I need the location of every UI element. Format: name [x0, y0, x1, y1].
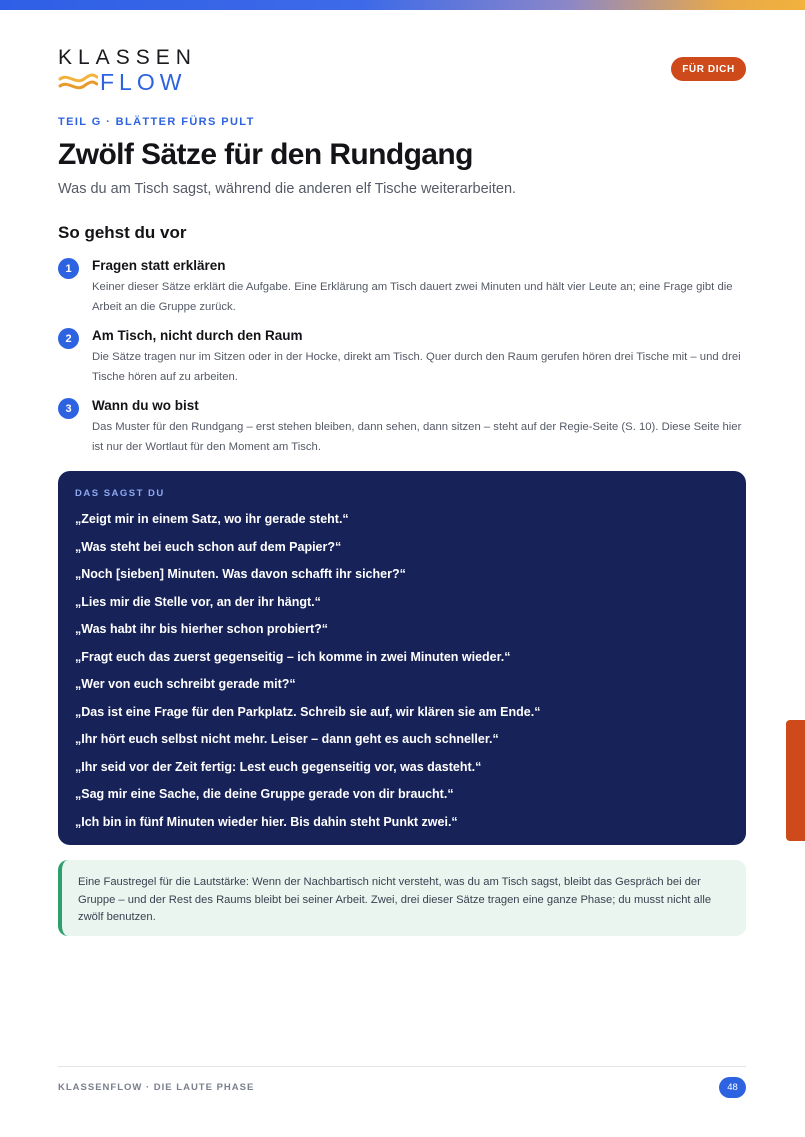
phrases-label: DAS SAGST DU	[75, 488, 165, 499]
step-3	[58, 398, 748, 460]
page-number: 48	[719, 1077, 746, 1098]
footer-label: KLASSENFLOW · DIE LAUTE PHASE	[58, 1082, 255, 1093]
phrase-item: „Ihr seid vor der Zeit fertig: Lest euch gegenseitig vor, was dasteht.“	[75, 759, 482, 774]
wave-icon	[58, 71, 98, 93]
logo-wordmark-top: KLASSEN	[58, 46, 197, 69]
phrase-item: „Noch [sieben] Minuten. Was davon schafft ihr sicher?“	[75, 567, 406, 581]
phrase-item: „Ich bin in fünf Minuten wieder hier. Bis dahin steht Punkt zwei.“	[75, 814, 458, 829]
page-subtitle: Was du am Tisch sagst, während die anderen elf Tische weiterarbeiten.	[58, 181, 517, 197]
step-body: Das Muster für den Rundgang – erst stehen bleiben, dann sehen, dann sitzen – steht auf der Regie-Seite (S. 10). Diese Seite hier ist nur der Wortlaut für den Moment am Tisch.	[92, 421, 742, 453]
step-title: Wann du wo bist	[92, 398, 199, 413]
page-title: Zwölf Sätze für den Rundgang	[58, 138, 473, 171]
klassenflow-logo	[58, 46, 197, 96]
phrase-item: „Fragt euch das zuerst gegenseitig – ich komme in zwei Minuten wieder.“	[75, 649, 511, 664]
tip-text: Eine Faustregel für die Lautstärke: Wenn der Nachbartisch nicht versteht, was du am Tisch sagst, bleibt das Gespräch bei der Gruppe – und der Rest des Raums bleibt bei seiner Arbeit. Zwei, drei dieser Sätze tragen eine ganze Phase; du musst nicht alle zwölf benutzen.	[78, 876, 712, 923]
audience-badge: FÜR DICH	[671, 57, 746, 81]
step-2	[58, 328, 748, 390]
step-number-badge: 3	[58, 398, 79, 419]
step-body: Die Sätze tragen nur im Sitzen oder in der Hocke, direkt am Tisch. Quer durch den Raum gerufen hören drei Tische mit – und drei Tische hören auf zu arbeiten.	[92, 351, 741, 383]
step-number-badge: 1	[58, 258, 79, 279]
top-gradient-bar	[0, 0, 805, 10]
footer-divider	[58, 1066, 746, 1067]
phrase-item: „Sag mir eine Sache, die deine Gruppe gerade von dir braucht.“	[75, 787, 454, 801]
phrase-item: „Was habt ihr bis hierher schon probiert?“	[75, 622, 329, 636]
phrase-item: „Wer von euch schreibt gerade mit?“	[75, 677, 296, 691]
step-title: Fragen statt erklären	[92, 258, 226, 273]
phrase-item: „Was steht bei euch schon auf dem Papier?“	[75, 539, 342, 554]
phrase-item: „Lies mir die Stelle vor, an der ihr hängt.“	[75, 594, 321, 609]
phrases-panel	[58, 471, 746, 845]
step-title: Am Tisch, nicht durch den Raum	[92, 328, 303, 343]
section-eyebrow: TEIL G · BLÄTTER FÜRS PULT	[58, 116, 255, 128]
phrases-list	[75, 509, 735, 839]
logo-wordmark-bottom: FLOW	[100, 69, 187, 95]
steps-heading: So gehst du vor	[58, 223, 187, 242]
chapter-side-tab	[786, 720, 805, 841]
step-body: Keiner dieser Sätze erklärt die Aufgabe. Eine Erklärung am Tisch dauert zwei Minuten und hält vier Leute an; eine Frage gibt die Arbeit an die Gruppe zurück.	[92, 281, 733, 313]
phrase-item: „Zeigt mir in einem Satz, wo ihr gerade steht.“	[75, 512, 349, 526]
tip-callout	[58, 860, 746, 936]
step-number-badge: 2	[58, 328, 79, 349]
step-1	[58, 258, 748, 320]
phrase-item: „Ihr hört euch selbst nicht mehr. Leiser – dann geht es auch schneller.“	[75, 732, 499, 746]
phrase-item: „Das ist eine Frage für den Parkplatz. Schreib sie auf, wir klären sie am Ende.“	[75, 704, 541, 719]
